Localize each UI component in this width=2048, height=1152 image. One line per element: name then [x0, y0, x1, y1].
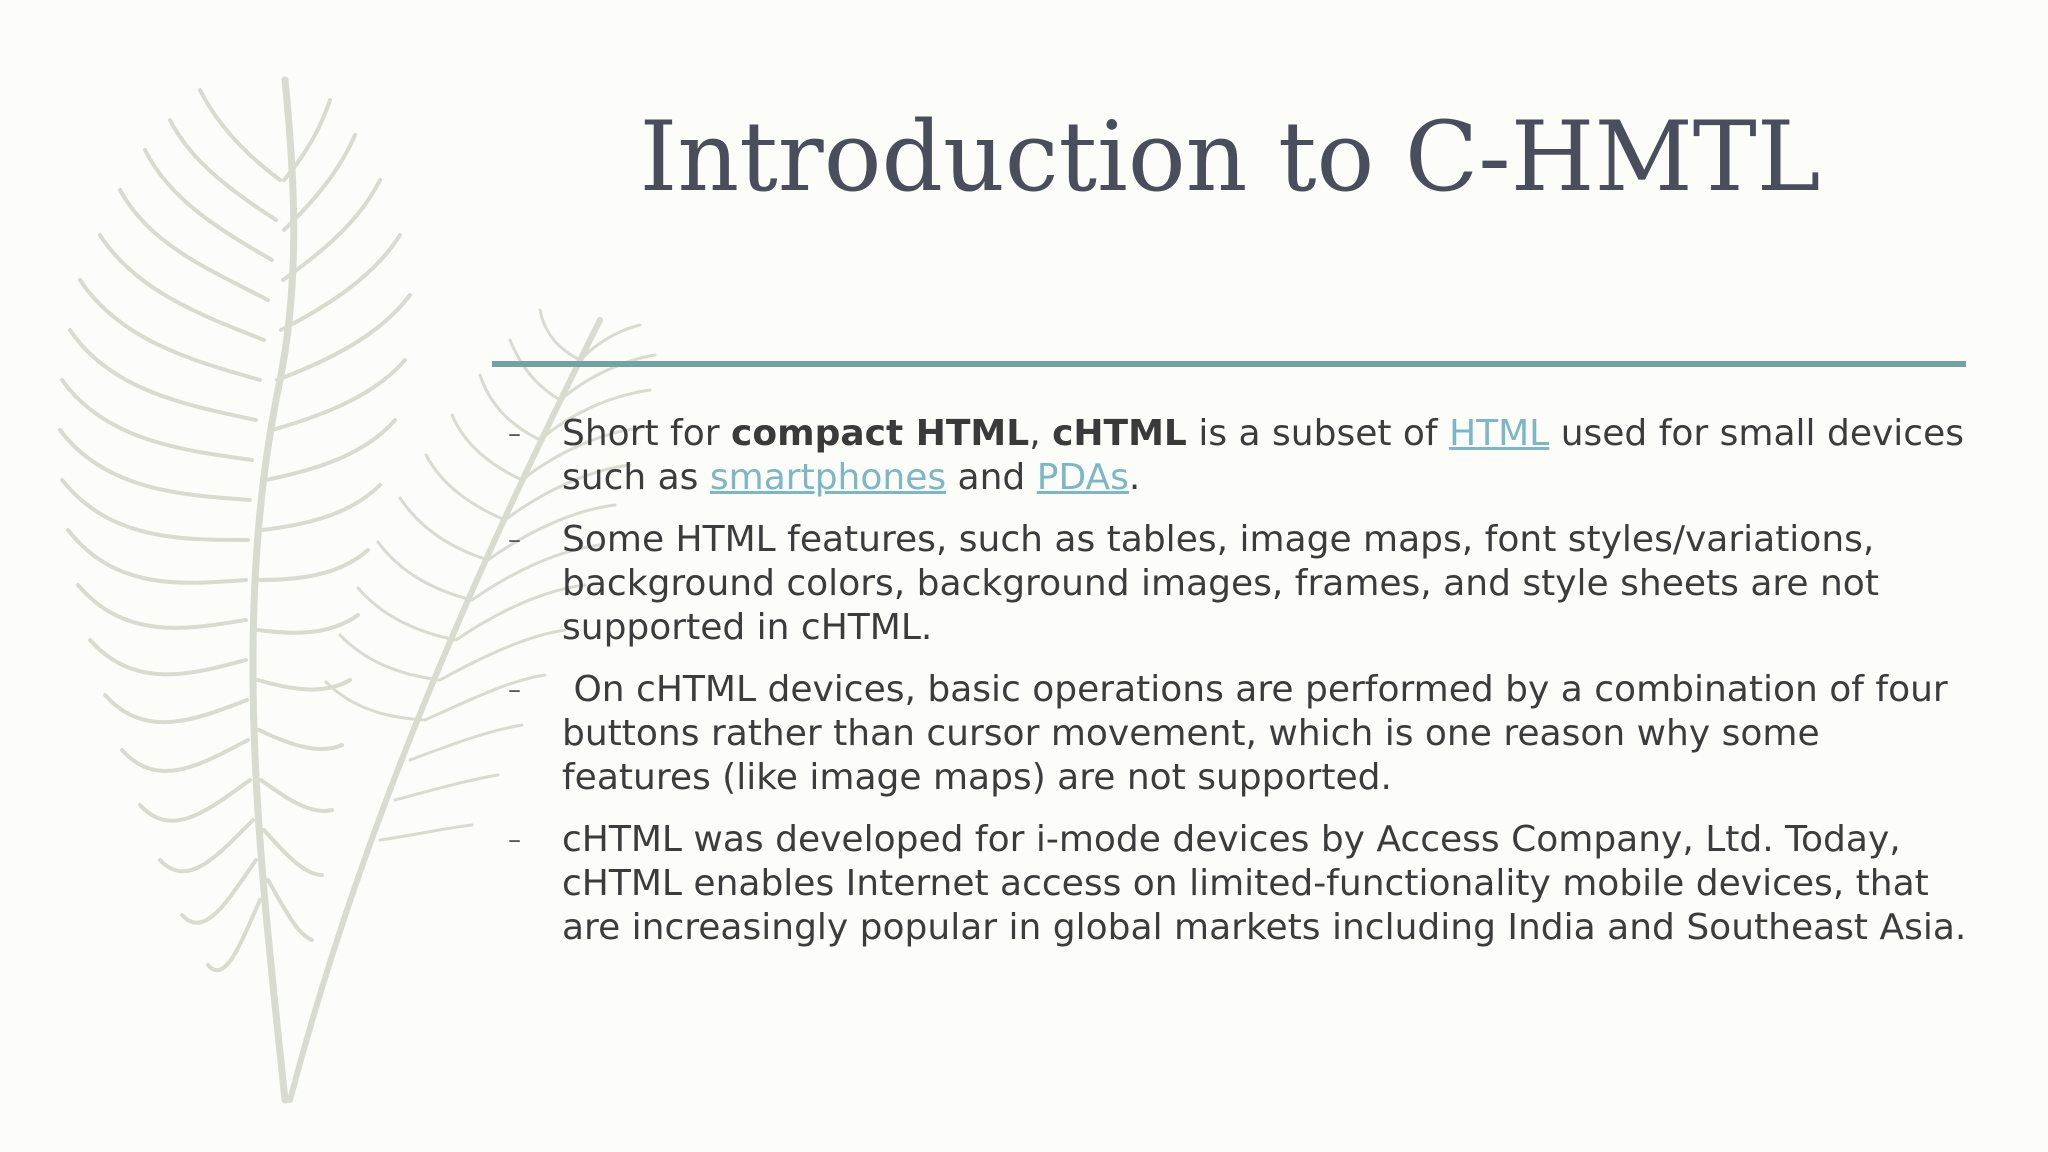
bullet-text: .: [1128, 457, 1141, 498]
bullet-text: is a subset of: [1186, 413, 1450, 454]
bullet-marker: –: [508, 419, 521, 449]
bullet-marker: –: [508, 825, 521, 855]
bold-term: cHTML: [1052, 413, 1187, 454]
bullet-text: used for small devices such as: [562, 413, 1964, 498]
bullet-marker: –: [508, 675, 521, 705]
pdas-link[interactable]: PDAs: [1036, 457, 1129, 498]
bullet-text: Short for: [562, 413, 731, 454]
bullet-text: Some HTML features, such as tables, image maps, font styles/variations, background colors, background images, frames, and style sheets are not supported in cHTML.: [562, 519, 1879, 648]
bullet-item: [508, 818, 1968, 950]
slide-title: Introduction to C-HMTL: [639, 101, 1821, 213]
title-divider: [492, 361, 1966, 367]
bullet-marker: –: [508, 525, 521, 555]
bullet-list: [508, 412, 1968, 968]
bullet-item: [508, 668, 1968, 800]
bold-term: compact HTML: [731, 413, 1030, 454]
html-link[interactable]: HTML: [1449, 413, 1550, 454]
smartphones-link[interactable]: smartphones: [709, 457, 947, 498]
bullet-item: [508, 412, 1968, 500]
bullet-text: and: [946, 457, 1037, 498]
bullet-text: On cHTML devices, basic operations are performed by a combination of four buttons rather than cursor movement, which is one reason why some features (like image maps) are not supported.: [562, 669, 1960, 798]
bullet-item: [508, 518, 1968, 650]
bullet-text: cHTML was developed for i-mode devices by Access Company, Ltd. Today, cHTML enables Internet access on limited-functionality mobile devices, that are increasingly popular in global markets including India and Southeast Asia.: [562, 819, 1967, 948]
bullet-text: ,: [1029, 413, 1053, 454]
